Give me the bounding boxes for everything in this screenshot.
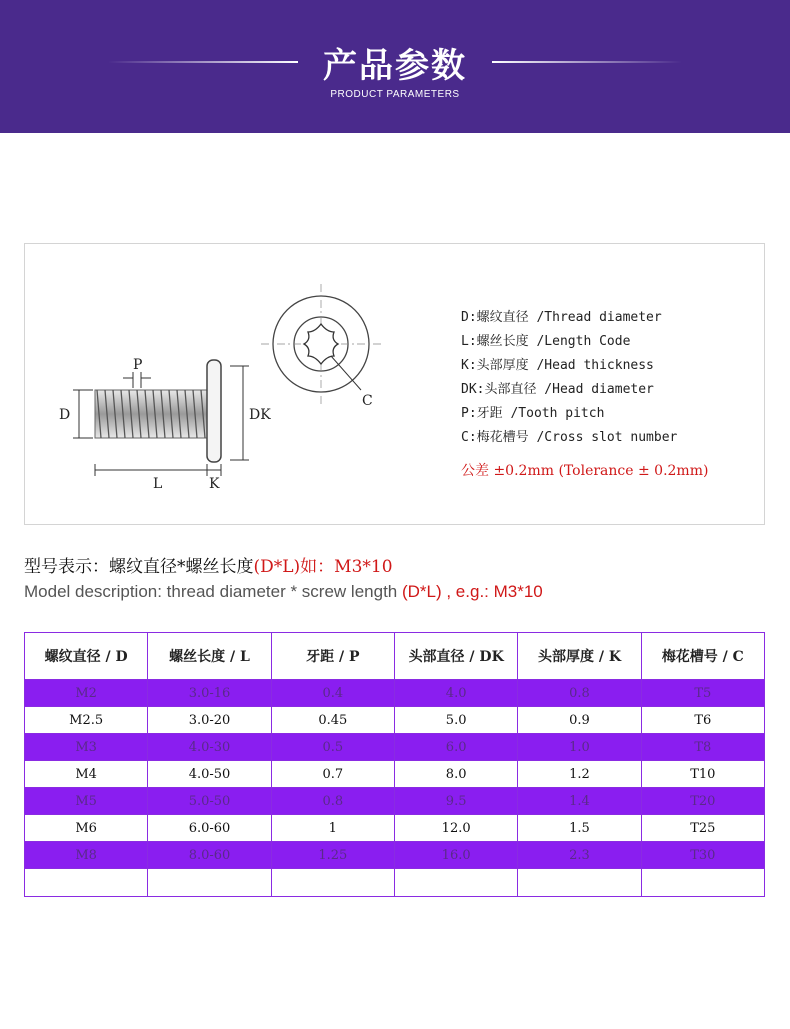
table-cell: 0.7 [271, 761, 394, 788]
model-en-text: Model description: thread diameter * screw length [24, 582, 402, 601]
table-cell [271, 869, 394, 897]
table-cell: 5.0 [394, 707, 517, 734]
tolerance-note: 公差 ±0.2mm (Tolerance ± 0.2mm) [461, 463, 709, 479]
legend-item: P:牙距 /Tooth pitch [461, 406, 605, 421]
model-description-en [24, 582, 543, 602]
table-cell: T30 [641, 842, 764, 869]
model-cn-text: 型号表示：螺纹直径*螺丝长度 [24, 557, 254, 577]
spec-table [24, 632, 765, 897]
table-cell: T20 [641, 788, 764, 815]
page-subtitle: PRODUCT PARAMETERS [330, 89, 460, 100]
legend-item: K:头部厚度 /Head thickness [461, 358, 654, 373]
head-top-view [261, 284, 381, 404]
table-row [25, 734, 765, 761]
legend-item: DK:头部直径 /Head diameter [461, 382, 654, 397]
table-cell: 1.2 [518, 761, 641, 788]
col-header: 梅花槽号 / C [641, 633, 764, 680]
table-cell: 1 [271, 815, 394, 842]
table-cell: M6 [25, 815, 148, 842]
table-row [25, 815, 765, 842]
table-cell: 16.0 [394, 842, 517, 869]
screw-thread [95, 390, 207, 438]
table-cell [25, 869, 148, 897]
col-header: 头部厚度 / K [518, 633, 641, 680]
table-cell: M2 [25, 680, 148, 707]
table-cell: T8 [641, 734, 764, 761]
table-cell: 6.0-60 [148, 815, 271, 842]
table-cell: 0.8 [271, 788, 394, 815]
table-cell: 4.0 [394, 680, 517, 707]
table-cell: 8.0-60 [148, 842, 271, 869]
legend-item: L:螺丝长度 /Length Code [461, 334, 631, 349]
diagram-legend [461, 306, 761, 480]
screw-diagram-panel [24, 243, 765, 525]
screw-head [207, 360, 221, 462]
table-cell: 1.4 [518, 788, 641, 815]
table-cell [641, 869, 764, 897]
legend-item: D:螺纹直径 /Thread diameter [461, 310, 662, 325]
model-cn-example: (D*L)如：M3*10 [253, 557, 393, 577]
table-cell: 0.8 [518, 680, 641, 707]
table-cell: 6.0 [394, 734, 517, 761]
header-banner [0, 0, 790, 133]
table-row [25, 707, 765, 734]
table-cell: T25 [641, 815, 764, 842]
table-cell: 0.9 [518, 707, 641, 734]
table-cell: 1.25 [271, 842, 394, 869]
pitch-dimension [123, 372, 151, 388]
table-cell: 1.5 [518, 815, 641, 842]
table-cell: 0.4 [271, 680, 394, 707]
table-cell: 3.0-16 [148, 680, 271, 707]
table-cell: 5.0-50 [148, 788, 271, 815]
table-cell: M2.5 [25, 707, 148, 734]
table-cell: T6 [641, 707, 764, 734]
table-cell: 8.0 [394, 761, 517, 788]
col-header: 头部直径 / DK [394, 633, 517, 680]
table-cell: 9.5 [394, 788, 517, 815]
model-description-cn [24, 552, 393, 577]
table-row [25, 842, 765, 869]
head-diameter-dimension [230, 366, 249, 460]
col-header: 螺丝长度 / L [148, 633, 271, 680]
table-cell: 0.5 [271, 734, 394, 761]
diameter-dimension [73, 390, 93, 438]
table-cell: T5 [641, 680, 764, 707]
table-cell: 1.0 [518, 734, 641, 761]
label-c: C [362, 393, 373, 409]
col-header: 牙距 / P [271, 633, 394, 680]
table-cell: M8 [25, 842, 148, 869]
label-l: L [153, 476, 163, 492]
label-p: P [133, 357, 143, 373]
table-cell [518, 869, 641, 897]
table-cell: 4.0-30 [148, 734, 271, 761]
table-cell: 4.0-50 [148, 761, 271, 788]
model-en-example: (D*L) , e.g.: M3*10 [401, 582, 543, 601]
table-cell: M3 [25, 734, 148, 761]
table-cell: 12.0 [394, 815, 517, 842]
table-cell: 3.0-20 [148, 707, 271, 734]
table-cell: 2.3 [518, 842, 641, 869]
table-cell [394, 869, 517, 897]
table-row [25, 761, 765, 788]
table-cell: M5 [25, 788, 148, 815]
label-d: D [59, 407, 71, 423]
table-row [25, 788, 765, 815]
header-divider-right [492, 61, 682, 63]
table-cell [148, 869, 271, 897]
label-dk: DK [249, 407, 271, 423]
length-dimension [95, 464, 221, 476]
page-title: 产品参数 [323, 46, 467, 86]
table-header-row [25, 633, 765, 680]
table-row-empty [25, 869, 765, 897]
legend-item: C:梅花槽号 /Cross slot number [461, 430, 678, 445]
col-header: 螺纹直径 / D [25, 633, 148, 680]
table-cell: T10 [641, 761, 764, 788]
table-row [25, 680, 765, 707]
table-cell: M4 [25, 761, 148, 788]
label-k: K [209, 476, 220, 492]
table-cell: 0.45 [271, 707, 394, 734]
